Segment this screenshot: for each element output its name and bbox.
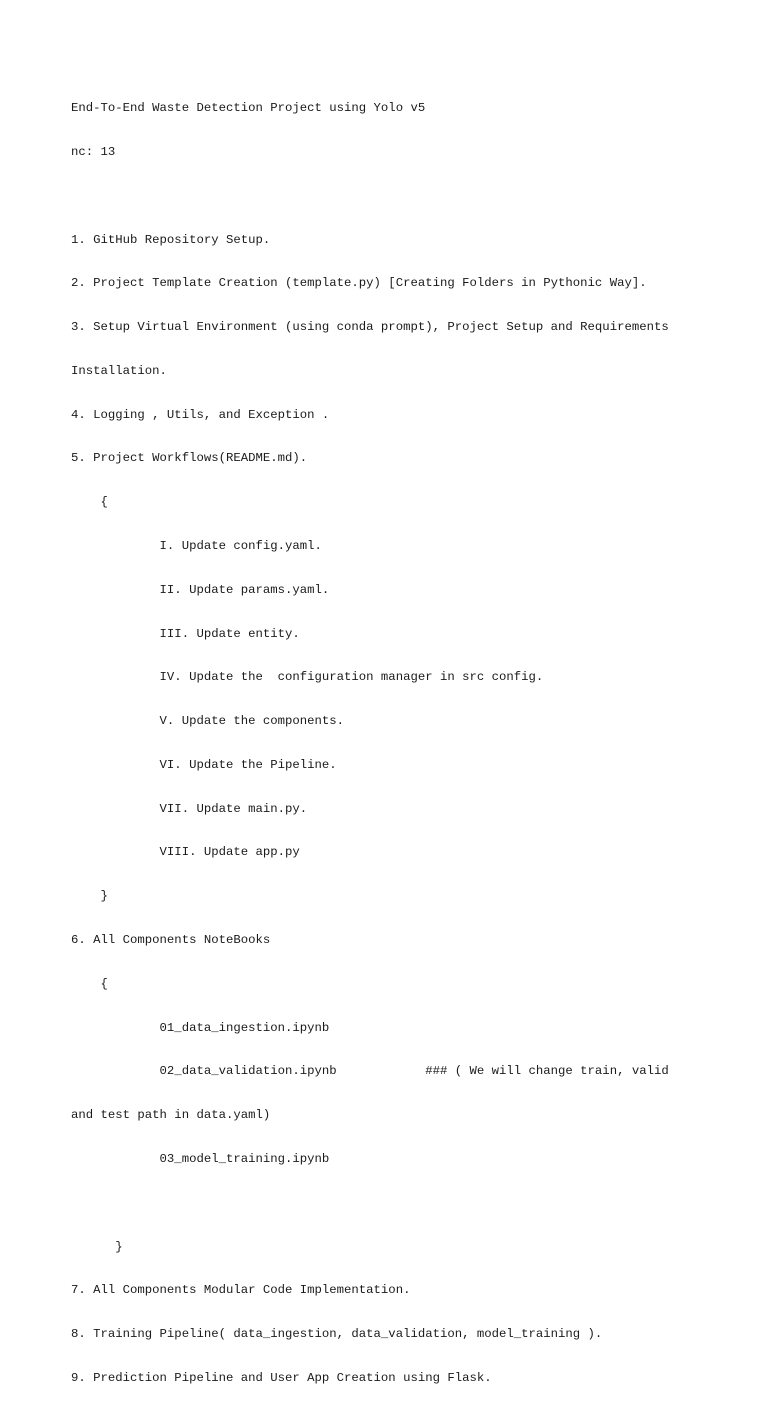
step-6-line: 6. All Components NoteBooks [71,933,271,948]
step-1-line: 1. GitHub Repository Setup. [71,232,271,247]
step-4-line: 4. Logging , Utils, and Exception . [71,407,330,422]
workflow-item-line: V. Update the components. [71,714,345,729]
notebook-item-line: 02_data_validation.ipynb ### ( We will change train, valid [71,1064,669,1079]
workflow-item-line: VIII. Update app.py [71,845,300,860]
step-3-line: 3. Setup Virtual Environment (using conda prompt), Project Setup and Requirements [71,320,669,335]
workflow-item-line: IV. Update the configuration manager in src config. [71,670,544,685]
notebook-item-line: 01_data_ingestion.ipynb [71,1020,330,1035]
open-brace-line: { [71,976,108,991]
step-2-line: 2. Project Template Creation (template.py) [Creating Folders in Pythonic Way]. [71,276,647,291]
workflow-item-line: VII. Update main.py. [71,801,308,816]
step-7-line: 7. All Components Modular Code Implementation. [71,1283,411,1298]
workflow-item-line: I. Update config.yaml. [71,539,322,553]
workflow-item-line: II. Update params.yaml. [71,582,330,597]
notebook-note-continuation-line: and test path in data.yaml) [71,1108,271,1123]
document-title: End-To-End Waste Detection Project using Yolo v5 [71,101,426,116]
workflow-item-line: VI. Update the Pipeline. [71,757,337,772]
blank-line [71,189,711,204]
notebook-item-line: 03_model_training.ipynb [71,1151,330,1166]
step-3-continuation-line: Installation. [71,363,167,378]
open-brace-line: { [71,495,108,510]
step-5-line: 5. Project Workflows(README.md). [71,451,308,466]
step-8-line: 8. Training Pipeline( data_ingestion, data_validation, model_training ). [71,1327,603,1342]
step-9-line: 9. Prediction Pipeline and User App Creation using Flask. [71,1370,492,1385]
workflow-item-line: III. Update entity. [71,626,300,641]
blank-line [71,1196,711,1211]
close-brace-line: } [71,1239,123,1254]
close-brace-line: } [71,889,108,904]
class-count-line: nc: 13 [71,144,116,159]
document-text [71,72,711,1415]
